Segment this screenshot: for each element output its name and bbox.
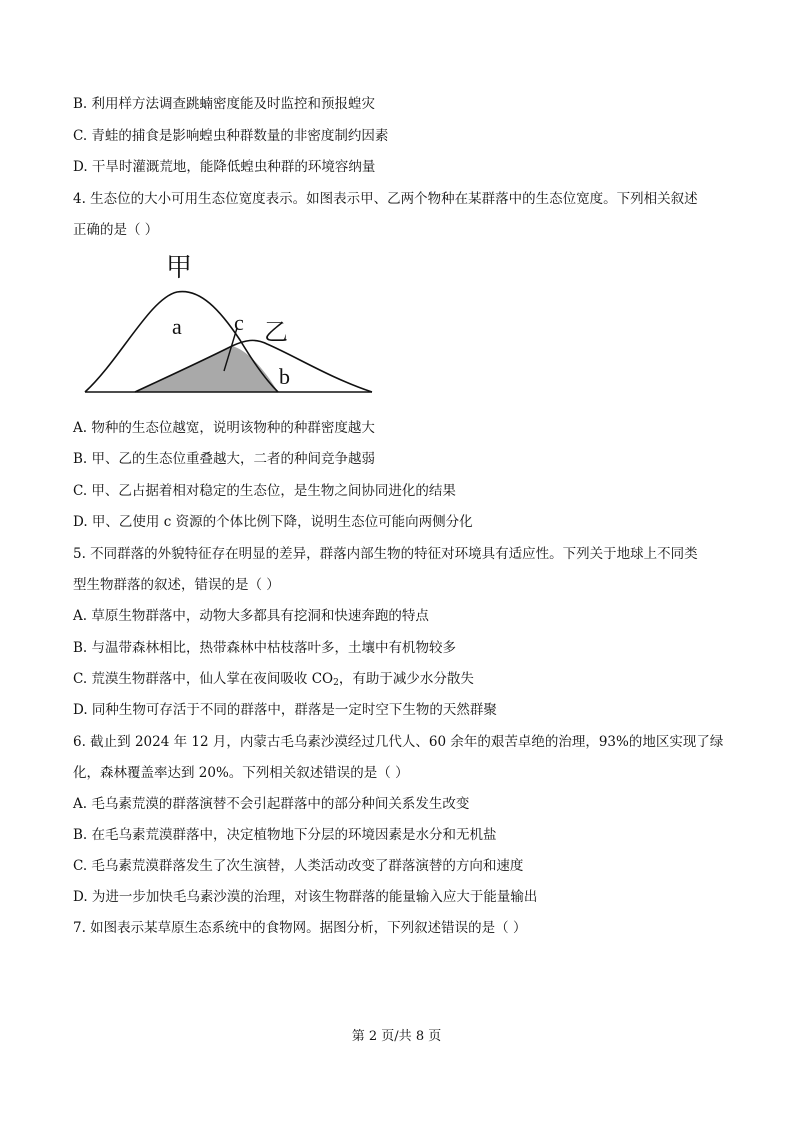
q5-option-b: B. 与温带森林相比，热带森林中枯枝落叶多，土壤中有机物较多 [73,640,457,656]
co2-subscript: 2 [333,678,339,688]
q7-stem-line1: 7. 如图表示某草原生态系统中的食物网。据图分析，下列叙述错误的是（ ） [73,920,527,936]
q4-option-d: D. 甲、乙使用 c 资源的个体比例下降，说明生态位可能向两侧分化 [73,514,473,530]
q4-stem-line1: 4. 生态位的大小可用生态位宽度表示。如图表示甲、乙两个物种在某群落中的生态位宽度。下列相关叙述 [73,191,698,207]
label-c: c [234,310,244,335]
q6-option-b: B. 在毛乌素荒漠群落中，决定植物地下分层的环境因素是水分和无机盐 [73,827,497,843]
q3-option-d: D. 干旱时灌溉荒地，能降低蝗虫种群的环境容纳量 [73,159,376,175]
label-yi: 乙 [264,318,288,346]
q4-stem-line2: 正确的是（ ） [73,222,159,238]
page-footer: 第 2 页/共 8 页 [351,1029,442,1044]
q4-option-b: B. 甲、乙的生态位重叠越大，二者的种间竞争越弱 [73,451,376,467]
q6-stem-line2: 化，森林覆盖率达到 20%。下列相关叙述错误的是（ ） [73,765,409,781]
q3-option-c: C. 青蛙的捕食是影响蝗虫种群数量的非密度制约因素 [73,128,389,144]
q5-stem-line2: 型生物群落的叙述，错误的是（ ） [73,577,280,593]
q5-option-c-tail: ，有助于减少水分散失 [338,671,474,687]
q5-option-d: D. 同种生物可存活于不同的群落中，群落是一定时空下生物的天然群聚 [73,702,497,718]
q6-stem-line1: 6. 截止到 2024 年 12 月，内蒙古毛乌素沙漠经过几代人、60 余年的艰苦卓绝的治理，93%的地区实现了绿 [73,734,724,750]
q6-option-d: D. 为进一步加快毛乌素沙漠的治理，对该生物群落的能量输入应大于能量输出 [73,889,538,905]
overlap-region [135,346,278,392]
label-b: b [279,364,290,389]
label-jia: 甲 [166,253,193,283]
q5-stem-line1: 5. 不同群落的外貌特征存在明显的差异，群落内部生物的特征对环境具有适应性。下列关于地球上不同类 [73,546,698,562]
q5-option-c [73,669,474,689]
q4-option-c: C. 甲、乙占据着相对稳定的生态位，是生物之间协同进化的结果 [73,483,456,499]
label-a: a [172,314,182,339]
q5-option-c-text: C. 荒漠生物群落中，仙人掌在夜间吸收 CO [73,671,334,687]
q4-option-a: A. 物种的生态位越宽，说明该物种的种群密度越大 [73,420,375,436]
q6-option-a: A. 毛乌素荒漠的群落演替不会引起群落中的部分种间关系发生改变 [73,796,470,812]
q6-option-c: C. 毛乌素荒漠群落发生了次生演替，人类活动改变了群落演替的方向和速度 [73,858,524,874]
q5-option-a: A. 草原生物群落中，动物大多都具有挖洞和快速奔跑的特点 [73,608,429,624]
q3-option-b: B. 利用样方法调查跳蝻密度能及时监控和预报蝗灾 [73,96,376,112]
niche-width-figure [80,248,380,400]
